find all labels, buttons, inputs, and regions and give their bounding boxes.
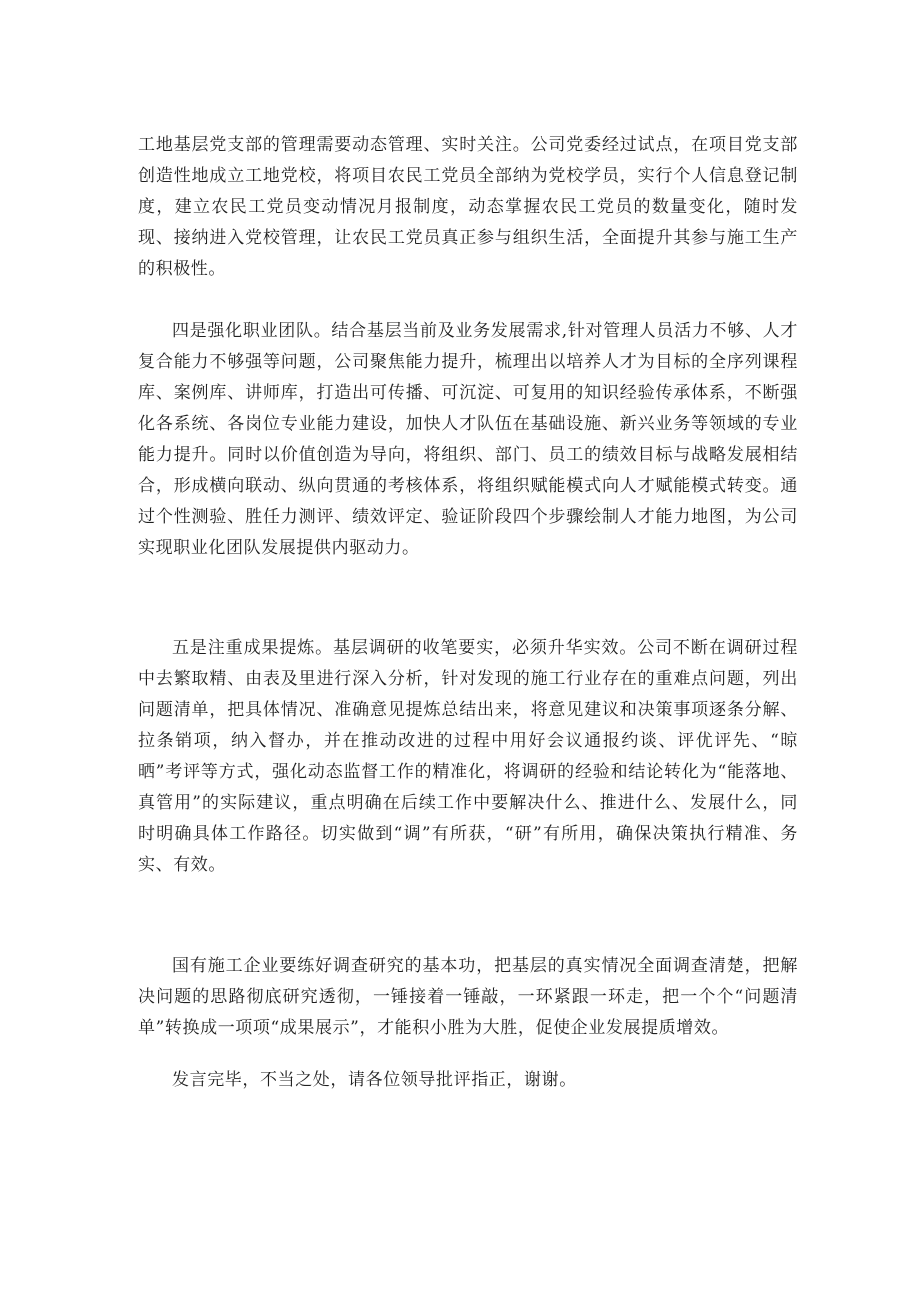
paragraph-closing-remarks: 发言完毕，不当之处，请各位领导批评指正，谢谢。 — [172, 1070, 577, 1090]
paragraph-conclusion: 国有施工企业要练好调查研究的基本功，把基层的真实情况全面调查清楚，把解决问题的思路彻底研究透彻，一锤接着一锤敲，一环紧跟一环走，把一个个“问题清单”转换成一项项“成果展示”，才能积小胜为大胜，促使企业发展提质增效。 — [138, 956, 798, 1038]
paragraph-party-school: 工地基层党支部的管理需要动态管理、实时关注。公司党委经过试点，在项目党支部创造性地成立工地党校，将项目农民工党员全部纳为党校学员，实行个人信息登记制度，建立农民工党员变动情况月报制度，动态掌握农民工党员的数量变化，随时发现、接纳进入党校管理，让农民工党员真正参与组织生活，全面提升其参与施工生产的积极性。 — [138, 135, 798, 279]
paragraph-professional-team: 四是强化职业团队。结合基层当前及业务发展需求,针对管理人员活力不够、人才复合能力不够强等问题，公司聚焦能力提升，梳理出以培养人才为目标的全序列课程库、案例库、讲师库，打造出可传播、可沉淀、可复用的知识经验传承体系，不断强化各系统、各岗位专业能力建设，加快人才队伍在基础设施、新兴业务等领域的专业能力提升。同时以价值创造为导向，将组织、部门、员工的绩效目标与战略发展相结合，形成横向联动、纵向贯通的考核体系，将组织赋能模式向人才赋能模式转变。通过个性测验、胜任力测评、绩效评定、验证阶段四个步骤绘制人才能力地图，为公司实现职业化团队发展提供内驱动力。 — [138, 321, 798, 558]
paragraph-results-refinement: 五是注重成果提炼。基层调研的收笔要实，必须升华实效。公司不断在调研过程中去繁取精、由表及里进行深入分析，针对发现的施工行业存在的重难点问题，列出问题清单，把具体情况、准确意见提炼总结出来，将意见建议和决策事项逐条分解、拉条销项，纳入督办，并在推动改进的过程中用好会议通报约谈、评优评先、“晾晒”考评等方式，强化动态监督工作的精准化，将调研的经验和结论转化为“能落地、真管用”的实际建议，重点明确在后续工作中要解决什么、推进什么、发展什么，同时明确具体工作路径。切实做到“调”有所获，“研”有所用，确保决策执行精准、务实、有效。 — [138, 638, 798, 875]
